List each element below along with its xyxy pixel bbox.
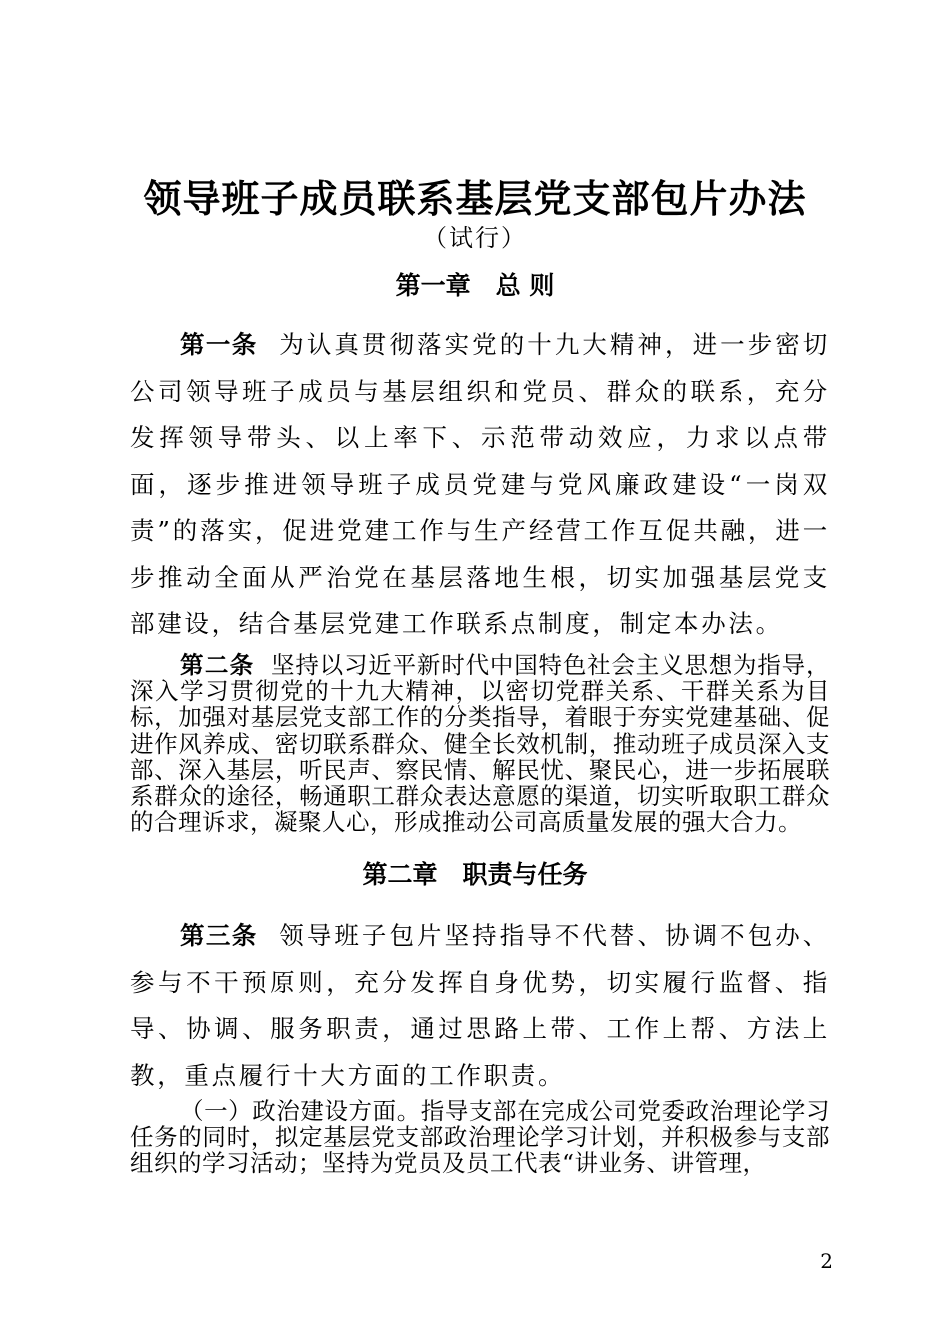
article-2-text: 坚持以习近平新时代中国特色社会主义思想为指导，深入学习贯彻党的十九大精神，以密切党群关系、干群关系为目标，加强对基层党支部工作的分类指导，着眼于夯实党建基础、促进作风养成、密切联系群众、健全长效机制，推动班子成员深入支部、深入基层，听民声、察民情、解民忧、聚民心，进一步拓展联系群众的途径，畅通职工群众表达意愿的渠道，切实听取职工群众的合理诉求，凝聚人心，形成推动公司高质量发展的强大合力。 <box>130 651 830 837</box>
article-3-item-1: （一）政治建设方面。指导支部在完成公司党委政治理论学习任务的同时，拟定基层党支部政治理论学习计划，并积极参与支部组织的学习活动；坚持为党员及员工代表“讲业务、讲管理， <box>130 1097 830 1178</box>
article-3 <box>130 913 830 1099</box>
document-subtitle: （试行） <box>423 224 527 252</box>
page-number: 2 <box>820 1249 833 1273</box>
article-2-label: 第二条 <box>180 651 255 679</box>
article-3-text: 领导班子包片坚持指导不代替、协调不包办、参与不干预原则，充分发挥自身优势，切实履行监督、指导、协调、服务职责，通过思路上带、工作上帮、方法上教，重点履行十大方面的工作职责。 <box>130 921 831 1090</box>
chapter-heading-2: 第二章 职责与任务 <box>362 860 588 889</box>
article-1-text: 为认真贯彻落实党的十九大精神，进一步密切公司领导班子成员与基层组织和党员、群众的联系，充分发挥领导带头、以上率下、示范带动效应，力求以点带面，逐步推进领导班子成员党建与党风廉政建设“一岗双责”的落实，促进党建工作与生产经营工作互促共融，进一步推动全面从严治党在基层落地生根，切实加强基层党支部建设，结合基层党建工作联系点制度，制定本办法。 <box>130 330 831 638</box>
article-1-label: 第一条 <box>180 330 258 359</box>
article-3-label: 第三条 <box>180 921 258 950</box>
article-1 <box>130 322 830 648</box>
document-title: 领导班子成员联系基层党支部包片办法 <box>143 176 807 221</box>
chapter-heading-1: 第一章 总 则 <box>395 271 555 300</box>
article-2 <box>130 652 830 835</box>
